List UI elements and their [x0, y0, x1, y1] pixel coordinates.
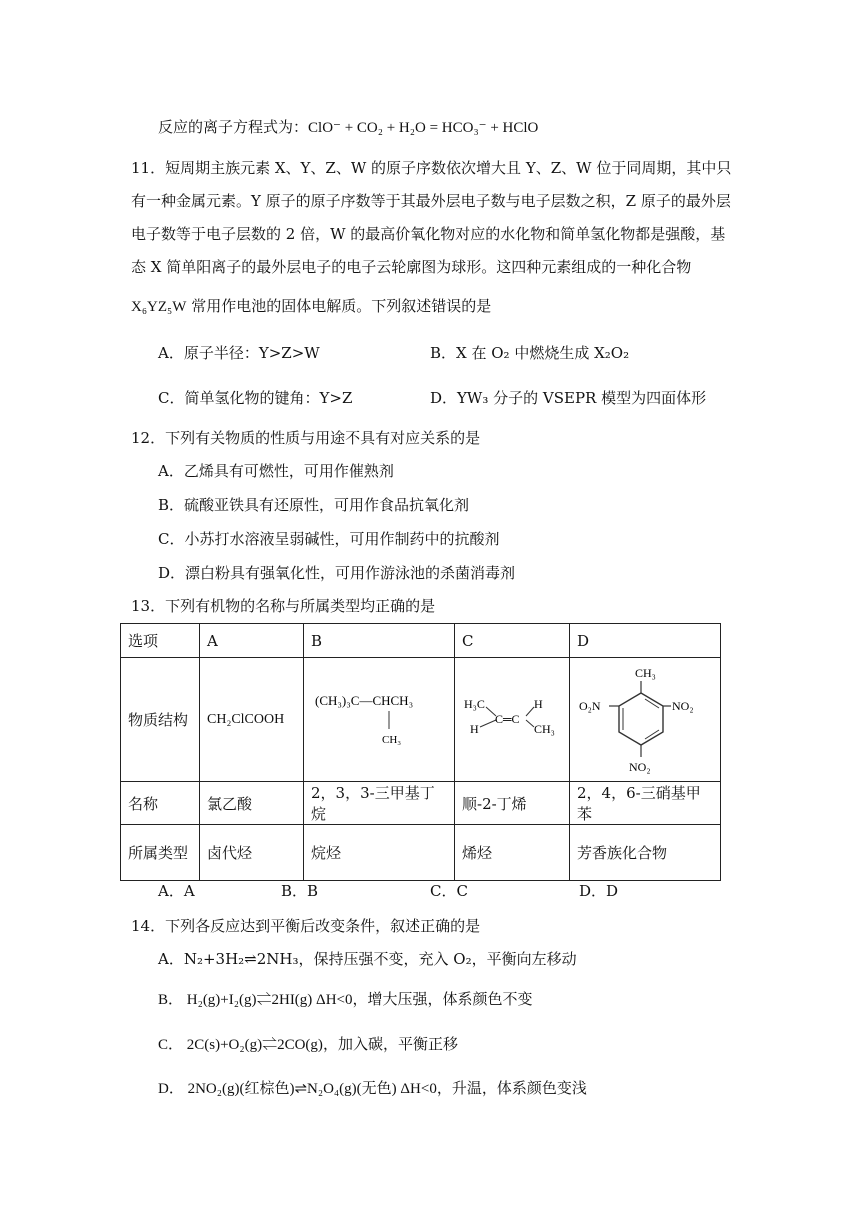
name-b: 2，3，3-三甲基丁烷	[304, 782, 455, 825]
q14-option-d	[158, 1078, 587, 1099]
q14-option-c-equation: C． 2C(s)+O₂(g)⇌2CO(g)	[158, 1037, 323, 1053]
header-cell-a: A	[200, 624, 304, 658]
structure-a: CH₂ClCOOH	[200, 658, 304, 782]
type-a: 卤代烃	[200, 825, 304, 881]
q13-option-a: A．A	[158, 882, 195, 900]
structure-c-double-bond: C═C	[495, 711, 520, 726]
q14-option-d-text: ，升温，体系颜色变浅	[436, 1079, 587, 1097]
q11-line-5	[131, 296, 491, 317]
structure-d-inner-2	[645, 730, 659, 739]
q12-option-d: D．漂白粉具有强氧化性，可用作游泳池的杀菌消毒剂	[158, 564, 516, 582]
type-b: 烷烃	[304, 825, 455, 881]
q14-option-c-text: ，加入碳，平衡正移	[322, 1035, 458, 1053]
structure-c-h-right: H	[534, 696, 543, 711]
structure-b-methyl: CH₃	[382, 733, 402, 746]
structure-c-ch3: CH₃	[534, 721, 555, 736]
q11-line-5-text: 常用作电池的固体电解质。下列叙述错误的是	[186, 297, 492, 315]
q11-formula: X₆YZ₅W	[131, 299, 187, 315]
header-cell-b: B	[304, 624, 455, 658]
q14-option-b-equation: B． H₂(g)+I₂(g)⇌2HI(g) ΔH<0	[158, 992, 353, 1008]
structure-c-bond-2	[480, 720, 496, 727]
q14-option-d-equation: D． 2NO₂(g)(红棕色)⇌N₂O₄(g)(无色) ΔH<0	[158, 1081, 437, 1097]
type-c: 烯烃	[455, 825, 570, 881]
structure-c-h3c: H₃C	[464, 696, 485, 711]
q14-stem: 14．下列各反应达到平衡后改变条件，叙述正确的是	[131, 917, 481, 935]
q12-option-a: A．乙烯具有可燃性，可用作催熟剂	[158, 462, 394, 480]
q14-option-b-text: ，增大压强，体系颜色不变	[352, 990, 533, 1008]
q11-option-c: C．简单氢化物的键角：Y>Z	[158, 389, 353, 407]
structure-c-bond-3	[526, 707, 534, 716]
structure-d-inner-1	[645, 699, 659, 708]
q13-table	[120, 623, 721, 881]
type-d: 芳香族化合物	[570, 825, 721, 881]
q13-option-c: C．C	[430, 882, 468, 900]
structure-d-o2n: O₂N	[579, 698, 601, 713]
q13-option-d: D．D	[579, 882, 619, 900]
q12-option-b: B．硫酸亚铁具有还原性，可用作食品抗氧化剂	[158, 496, 470, 514]
structure-c-bond-4	[526, 720, 534, 727]
table-name-row	[121, 782, 721, 825]
name-row-label: 名称	[121, 782, 200, 825]
q13-option-b: B．B	[281, 882, 319, 900]
header-cell-c: C	[455, 624, 570, 658]
q13-stem: 13．下列有机物的名称与所属类型均正确的是	[131, 597, 436, 615]
structure-c-diagram	[462, 683, 562, 753]
structure-b-cell	[304, 658, 455, 782]
structure-d-no2-bottom: NO₂	[629, 759, 651, 774]
q11-option-b: B．X 在 O₂ 中燃烧生成 X₂O₂	[430, 344, 630, 362]
structure-row-label: 物质结构	[121, 658, 200, 782]
q11-option-a: A．原子半径：Y>Z>W	[158, 344, 320, 362]
q11-line-4: 态 X 简单阳离子的最外层电子的电子云轮廓图为球形。这四种元素组成的一种化合物	[131, 258, 692, 276]
q12-option-c: C．小苏打水溶液呈弱碱性，可用作制药中的抗酸剂	[158, 530, 500, 548]
header-cell-option: 选项	[121, 624, 200, 658]
name-c: 顺-2-丁烯	[455, 782, 570, 825]
structure-d-cell	[570, 658, 721, 782]
q11-line-1: 11．短周期主族元素 X、Y、Z、W 的原子序数依次增大且 Y、Z、W 位于同周期，其中只	[131, 159, 732, 177]
q11-line-2: 有一种金属元素。Y 原子的原子序数等于其最外层电子数与电子层数之积，Z 原子的最外层	[131, 192, 731, 210]
q12-stem: 12．下列有关物质的性质与用途不具有对应关系的是	[131, 429, 481, 447]
structure-b-diagram	[311, 683, 447, 753]
intro-equation: ClO⁻ + CO₂ + H₂O = HCO₃⁻ + HClO	[308, 120, 539, 136]
name-a: 氯乙酸	[200, 782, 304, 825]
q14-option-a: A．N₂+3H₂⇌2NH₃，保持压强不变，充入 O₂，平衡向左移动	[158, 950, 577, 968]
table-structure-row	[121, 658, 721, 782]
type-row-label: 所属类型	[121, 825, 200, 881]
name-d: 2，4，6-三硝基甲苯	[570, 782, 721, 825]
table-header-row	[121, 624, 721, 658]
structure-d-diagram	[577, 659, 713, 777]
q14-option-c	[158, 1034, 458, 1055]
intro-prefix: 反应的离子方程式为：	[158, 118, 309, 136]
q11-option-d: D．YW₃ 分子的 VSEPR 模型为四面体形	[430, 389, 707, 407]
structure-d-no2-right: NO₂	[672, 698, 694, 713]
structure-d-ch3: CH₃	[635, 665, 656, 680]
structure-c-h-left: H	[470, 721, 479, 736]
table-type-row	[121, 825, 721, 881]
header-cell-d: D	[570, 624, 721, 658]
q11-line-3: 电子数等于电子层数的 2 倍，W 的最高价氧化物对应的水化物和简单氢化物都是强酸，基	[131, 225, 726, 243]
structure-c-cell	[455, 658, 570, 782]
structure-d-ring	[619, 693, 663, 745]
structure-b-main: (CH₃)₃C—CHCH₃	[315, 692, 414, 708]
q14-option-b	[158, 989, 533, 1010]
intro-line	[158, 117, 538, 138]
